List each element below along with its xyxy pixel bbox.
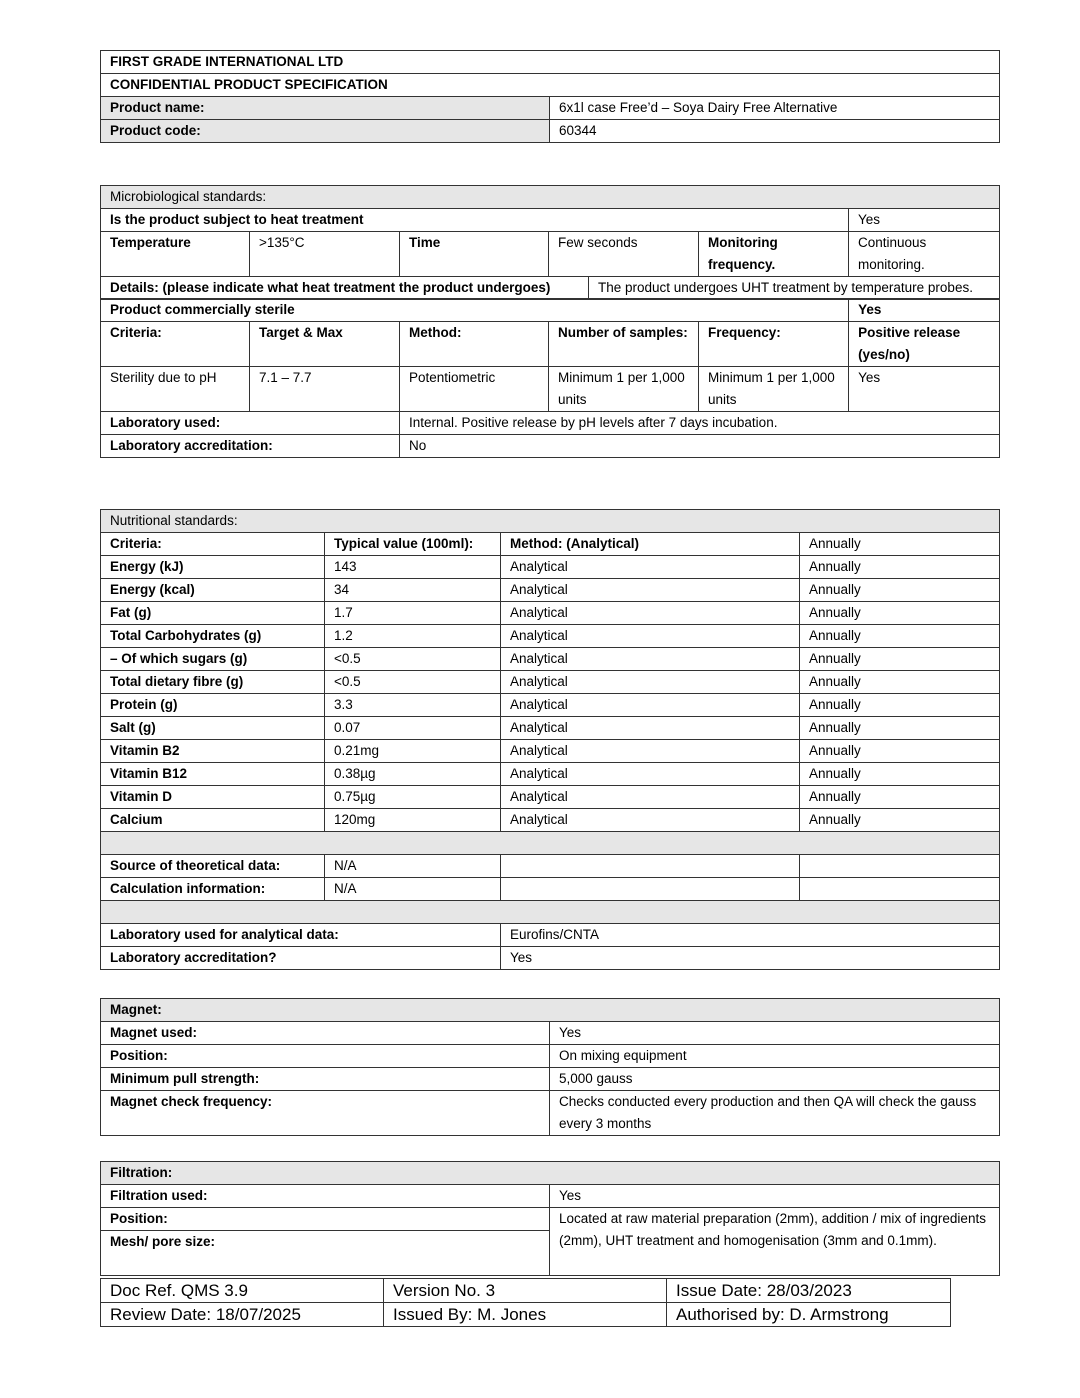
calc-value: N/A (325, 878, 501, 901)
issue-date: Issue Date: 28/03/2023 (667, 1279, 951, 1303)
nutrient-row (101, 786, 1000, 809)
nutrient-method: Analytical (501, 648, 800, 671)
nutrient-value: 0.38µg (325, 763, 501, 786)
magnet-check-label: Magnet check frequency: (101, 1091, 550, 1136)
authorised-by: Authorised by: D. Armstrong (667, 1303, 951, 1327)
nutrient-name: Calcium (101, 809, 325, 832)
nutrient-value: 34 (325, 579, 501, 602)
nutrient-method: Analytical (501, 602, 800, 625)
blank-row (101, 901, 1000, 924)
nutrient-row (101, 717, 1000, 740)
nutrient-frequency: Annually (800, 602, 1000, 625)
nutrient-value: 1.2 (325, 625, 501, 648)
nutrient-row (101, 671, 1000, 694)
source-value: N/A (325, 855, 501, 878)
heat-answer: Yes (849, 209, 1000, 232)
row-samples: Minimum 1 per 1,000 units (549, 367, 699, 412)
nutrient-name: Energy (kcal) (101, 579, 325, 602)
col-frequency: Frequency: (699, 322, 849, 367)
version: Version No. 3 (384, 1279, 667, 1303)
nutri-col-criteria: Criteria: (101, 533, 325, 556)
nutrient-method: Analytical (501, 717, 800, 740)
product-code-label: Product code: (101, 120, 550, 143)
empty-cell (800, 855, 1000, 878)
monitor-label: Monitoring frequency. (699, 232, 849, 277)
nutri-accreditation-value: Yes (501, 947, 1000, 970)
nutri-block (100, 509, 999, 970)
magnet-check-value: Checks conducted every production and then QA will check the gauss every 3 months (550, 1091, 1000, 1136)
nutrient-name: Fat (g) (101, 602, 325, 625)
doc-ref: Doc Ref. QMS 3.9 (101, 1279, 384, 1303)
nutrient-method: Analytical (501, 625, 800, 648)
row-release: Yes (849, 367, 1000, 412)
col-target: Target & Max (250, 322, 400, 367)
nutri-col-method: Method: (Analytical) (501, 533, 800, 556)
company-name: FIRST GRADE INTERNATIONAL LTD (101, 51, 1000, 74)
nutrient-frequency: Annually (800, 625, 1000, 648)
nutrient-frequency: Annually (800, 809, 1000, 832)
nutri-accreditation-label: Laboratory accreditation? (101, 947, 501, 970)
lab-value: Internal. Positive release by pH levels after 7 days incubation. (400, 412, 1000, 435)
time-value: Few seconds (549, 232, 699, 277)
temp-value: >135°C (250, 232, 400, 277)
filtration-used-label: Filtration used: (101, 1185, 550, 1208)
header-block (100, 50, 999, 143)
document-footer (100, 1278, 950, 1327)
empty-cell (501, 855, 800, 878)
micro-title: Microbiological standards: (101, 186, 1000, 209)
row-frequency: Minimum 1 per 1,000 units (699, 367, 849, 412)
product-code-value: 60344 (550, 120, 1000, 143)
nutrient-row (101, 602, 1000, 625)
monitor-value: Continuous monitoring. (849, 232, 1000, 277)
nutrient-row (101, 763, 1000, 786)
magnet-position-label: Position: (101, 1045, 550, 1068)
product-name-value: 6x1l case Free’d – Soya Dairy Free Alternative (550, 97, 1000, 120)
nutrient-value: 0.21mg (325, 740, 501, 763)
col-release: Positive release (yes/no) (849, 322, 1000, 367)
nutrient-method: Analytical (501, 671, 800, 694)
nutrient-method: Analytical (501, 786, 800, 809)
nutrient-name: Energy (kJ) (101, 556, 325, 579)
nutrient-method: Analytical (501, 740, 800, 763)
nutrient-value: 0.75µg (325, 786, 501, 809)
review-date: Review Date: 18/07/2025 (101, 1303, 384, 1327)
nutrient-value: <0.5 (325, 671, 501, 694)
col-method: Method: (400, 322, 549, 367)
nutrient-name: Total Carbohydrates (g) (101, 625, 325, 648)
row-criteria: Sterility due to pH (101, 367, 250, 412)
nutrient-name: Vitamin B12 (101, 763, 325, 786)
magnet-position-value: On mixing equipment (550, 1045, 1000, 1068)
filtration-position-value: Located at raw material preparation (2mm), addition / mix of ingredients (2mm), UHT treatment and homogenisation (3mm and 0.1mm). (550, 1208, 1000, 1276)
nutrient-name: – Of which sugars (g) (101, 648, 325, 671)
nutrient-row (101, 740, 1000, 763)
nutrient-value: 120mg (325, 809, 501, 832)
nutri-col-typical: Typical value (100ml): (325, 533, 501, 556)
row-target: 7.1 – 7.7 (250, 367, 400, 412)
nutrient-value: 143 (325, 556, 501, 579)
nutrient-row (101, 579, 1000, 602)
nutrient-value: 3.3 (325, 694, 501, 717)
nutri-col-frequency: Annually (800, 533, 1000, 556)
sterile-value: Yes (849, 299, 1000, 322)
nutrient-name: Total dietary fibre (g) (101, 671, 325, 694)
accreditation-value: No (400, 435, 1000, 458)
nutrient-frequency: Annually (800, 556, 1000, 579)
temp-label: Temperature (101, 232, 250, 277)
nutrient-frequency: Annually (800, 717, 1000, 740)
col-samples: Number of samples: (549, 322, 699, 367)
nutrient-name: Protein (g) (101, 694, 325, 717)
blank-row (101, 832, 1000, 855)
magnet-block (100, 998, 999, 1136)
nutrient-row (101, 625, 1000, 648)
nutrient-row (101, 694, 1000, 717)
nutrient-name: Vitamin D (101, 786, 325, 809)
nutrient-method: Analytical (501, 763, 800, 786)
filtration-title: Filtration: (101, 1162, 1000, 1185)
col-criteria: Criteria: (101, 322, 250, 367)
calc-label: Calculation information: (101, 878, 325, 901)
filtration-position-label: Position: (101, 1208, 550, 1231)
source-label: Source of theoretical data: (101, 855, 325, 878)
issued-by: Issued By: M. Jones (384, 1303, 667, 1327)
nutrient-frequency: Annually (800, 648, 1000, 671)
lab-label: Laboratory used: (101, 412, 400, 435)
nutrient-row (101, 809, 1000, 832)
magnet-used-label: Magnet used: (101, 1022, 550, 1045)
magnet-pull-value: 5,000 gauss (550, 1068, 1000, 1091)
nutrient-method: Analytical (501, 694, 800, 717)
sterile-label: Product commercially sterile (101, 299, 849, 322)
accreditation-label: Laboratory accreditation: (101, 435, 400, 458)
nutri-title: Nutritional standards: (101, 510, 1000, 533)
nutrient-frequency: Annually (800, 579, 1000, 602)
nutrient-value: 1.7 (325, 602, 501, 625)
nutrient-method: Analytical (501, 579, 800, 602)
nutrient-frequency: Annually (800, 786, 1000, 809)
nutrient-method: Analytical (501, 556, 800, 579)
nutrient-row (101, 648, 1000, 671)
empty-cell (501, 878, 800, 901)
nutrient-value: <0.5 (325, 648, 501, 671)
nutri-lab-value: Eurofins/CNTA (501, 924, 1000, 947)
filtration-block (100, 1161, 999, 1276)
heat-question: Is the product subject to heat treatment (101, 209, 849, 232)
mesh-size-label: Mesh/ pore size: (101, 1231, 550, 1276)
nutrient-value: 0.07 (325, 717, 501, 740)
filtration-used-value: Yes (550, 1185, 1000, 1208)
row-method: Potentiometric (400, 367, 549, 412)
nutrient-frequency: Annually (800, 740, 1000, 763)
nutrient-row (101, 556, 1000, 579)
nutrient-name: Vitamin B2 (101, 740, 325, 763)
magnet-title: Magnet: (101, 999, 1000, 1022)
nutri-lab-label: Laboratory used for analytical data: (101, 924, 501, 947)
time-label: Time (400, 232, 549, 277)
nutrient-frequency: Annually (800, 671, 1000, 694)
product-name-label: Product name: (101, 97, 550, 120)
details-label: Details: (please indicate what heat treatment the product undergoes) (101, 276, 589, 299)
empty-cell (800, 878, 1000, 901)
details-value: The product undergoes UHT treatment by temperature probes. (589, 276, 1000, 299)
nutrient-name: Salt (g) (101, 717, 325, 740)
nutrient-method: Analytical (501, 809, 800, 832)
doc-title: CONFIDENTIAL PRODUCT SPECIFICATION (101, 74, 1000, 97)
magnet-used-value: Yes (550, 1022, 1000, 1045)
nutrient-frequency: Annually (800, 763, 1000, 786)
nutrient-frequency: Annually (800, 694, 1000, 717)
magnet-pull-label: Minimum pull strength: (101, 1068, 550, 1091)
micro-block (100, 185, 999, 458)
